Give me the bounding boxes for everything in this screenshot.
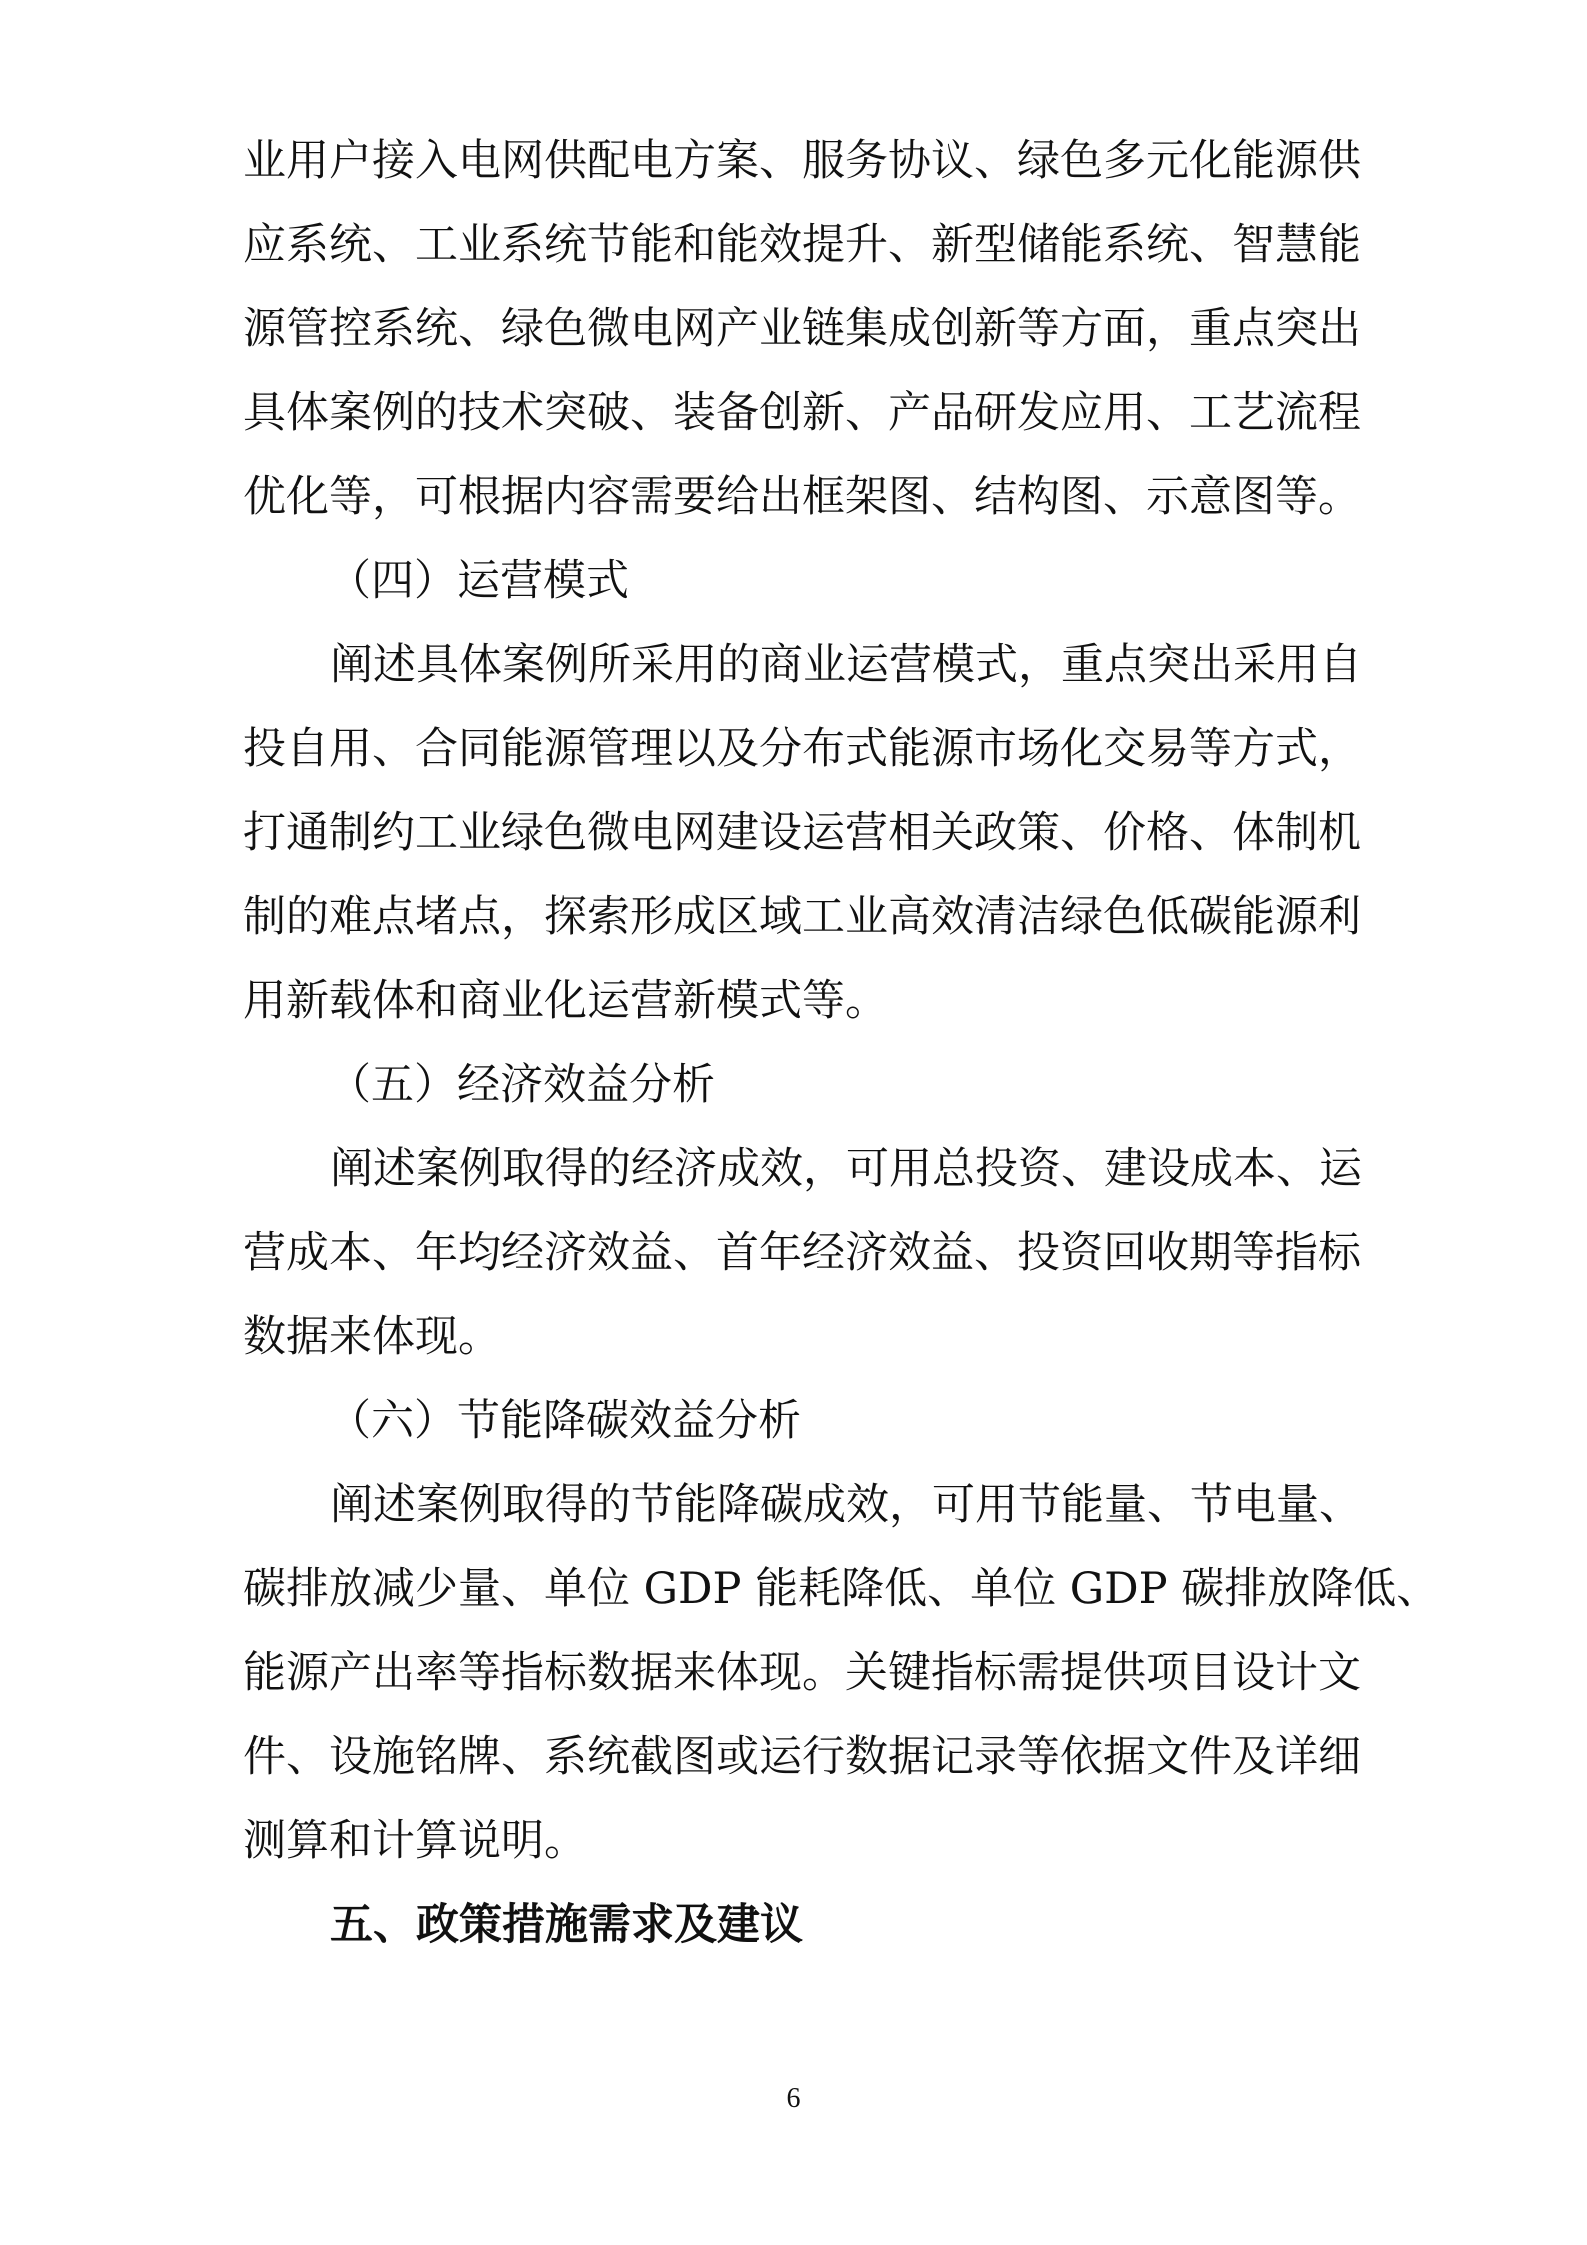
paragraph-line: 营成本、年均经济效益、首年经济效益、投资回收期等指标 [243,1228,1361,1278]
paragraph-line: 测算和计算说明。 [243,1816,587,1866]
paragraph-line: 碳排放减少量、单位 GDP 能耗降低、单位 GDP 碳排放降低、 [243,1564,1440,1614]
paragraph-line: 阐述案例取得的节能降碳成效，可用节能量、节电量、 [330,1480,1362,1530]
paragraph-line: 应系统、工业系统节能和能效提升、新型储能系统、智慧能 [243,220,1361,270]
paragraph-line: 用新载体和商业化运营新模式等。 [243,976,888,1026]
paragraph-line: 源管控系统、绿色微电网产业链集成创新等方面，重点突出 [243,304,1361,354]
section-heading-carbon-benefit: （六）节能降碳效益分析 [328,1396,801,1446]
section-heading-economic-benefit: （五）经济效益分析 [328,1060,715,1110]
paragraph-line: 投自用、合同能源管理以及分布式能源市场化交易等方式， [243,724,1361,774]
paragraph-line: 制的难点堵点，探索形成区域工业高效清洁绿色低碳能源利 [243,892,1361,942]
paragraph-line: 打通制约工业绿色微电网建设运营相关政策、价格、体制机 [243,808,1361,858]
page-number: 6 [786,2083,801,2114]
section-heading-operation-mode: （四）运营模式 [328,556,629,606]
paragraph-line: 业用户接入电网供配电方案、服务协议、绿色多元化能源供 [243,136,1361,186]
paragraph-line: 阐述案例取得的经济成效，可用总投资、建设成本、运 [330,1144,1362,1194]
paragraph-line: 优化等，可根据内容需要给出框架图、结构图、示意图等。 [243,472,1361,522]
paragraph-line: 具体案例的技术突破、装备创新、产品研发应用、工艺流程 [243,388,1361,438]
paragraph-line: 件、设施铭牌、系统截图或运行数据记录等依据文件及详细 [243,1732,1361,1782]
paragraph-line: 阐述具体案例所采用的商业运营模式，重点突出采用自 [330,640,1362,690]
paragraph-line: 能源产出率等指标数据来体现。关键指标需提供项目设计文 [243,1648,1361,1698]
chapter-heading-policy-suggestions: 五、政策措施需求及建议 [330,1900,803,1950]
paragraph-line: 数据来体现。 [243,1312,501,1362]
